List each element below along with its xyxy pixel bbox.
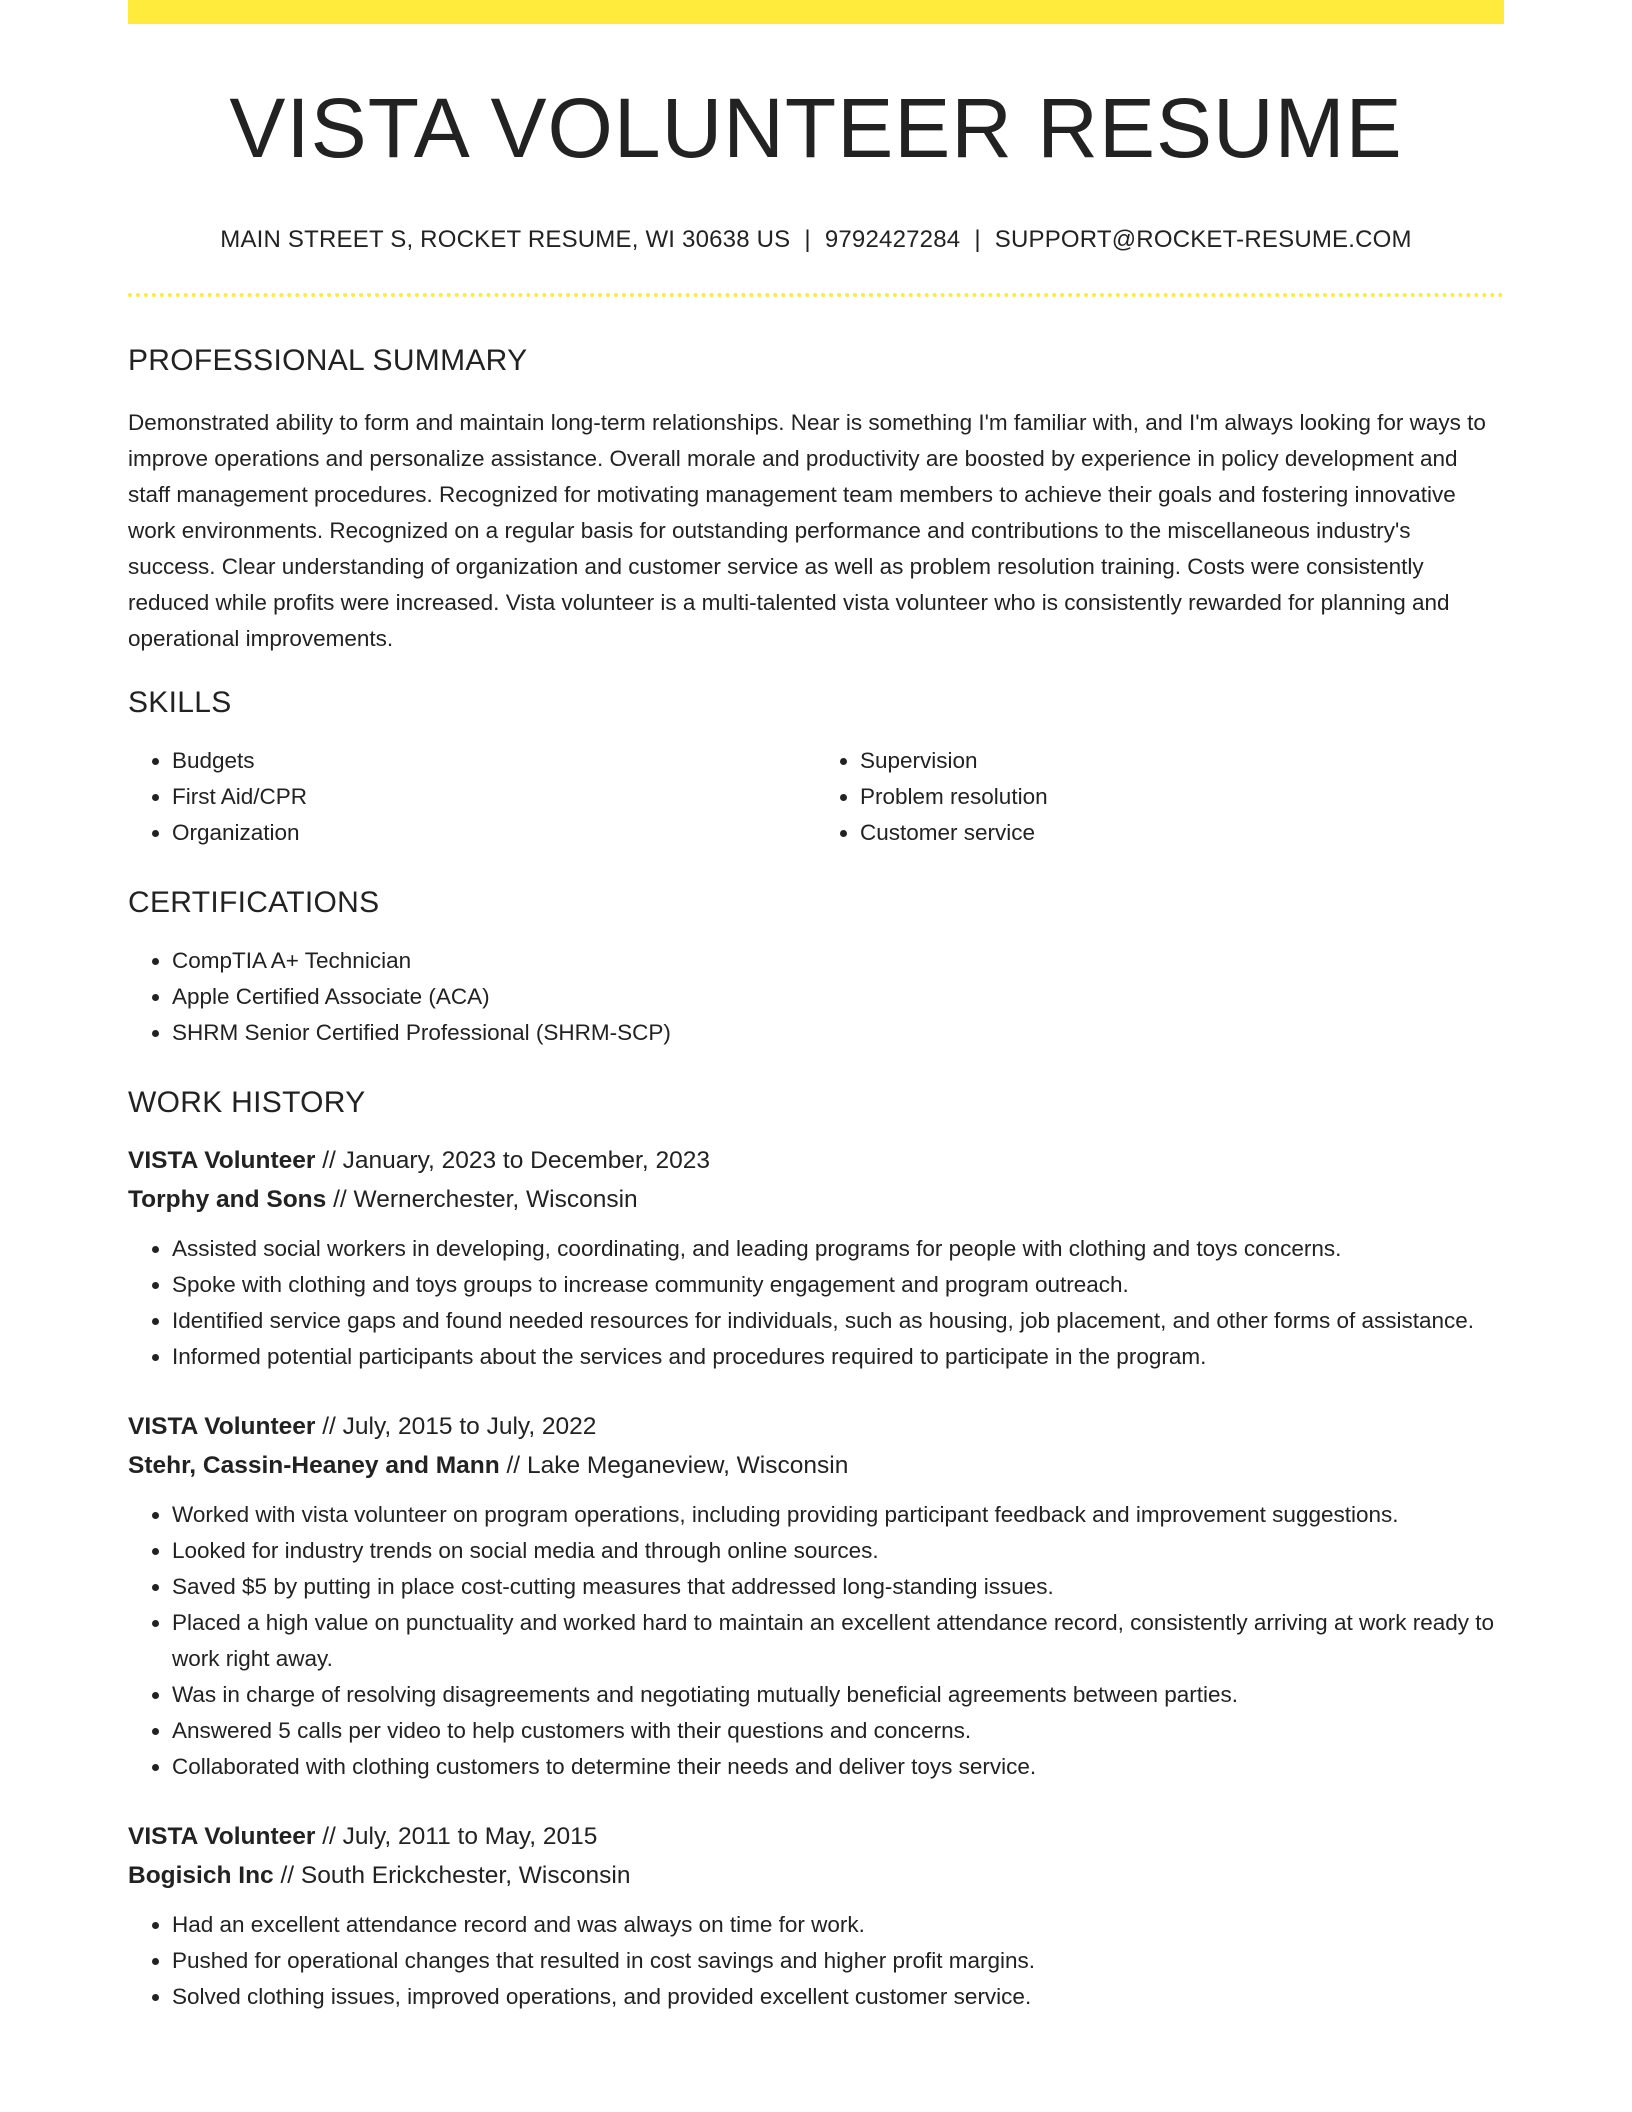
skills-column-left bbox=[128, 743, 816, 851]
certification-item: • Apple Certified Associate (ACA) bbox=[172, 979, 1504, 1015]
skill-item: • Problem resolution bbox=[860, 779, 1504, 815]
job-bullet: • Spoke with clothing and toys groups to increase community engagement and program outreach. bbox=[172, 1267, 1504, 1303]
job-title: VISTA Volunteer bbox=[128, 1412, 316, 1440]
job-location: Lake Meganeview, Wisconsin bbox=[526, 1451, 849, 1479]
job-title-line bbox=[128, 1817, 1504, 1856]
job-entry bbox=[128, 1141, 1504, 1375]
job-company-line bbox=[128, 1180, 1504, 1219]
contact-phone: 9792427284 bbox=[824, 226, 961, 253]
job-bullets bbox=[128, 1497, 1504, 1785]
job-bullet: • Looked for industry trends on social media and through online sources. bbox=[172, 1533, 1504, 1569]
summary-text: Demonstrated ability to form and maintain long-term relationships. Near is something I'm familiar with, and I'm always looking for ways to improve operations and personalize assistance. Overall morale and productivity are boosted by experience in policy development and staff management procedures. Recognized for motivating management team members to achieve their goals and fostering innovative work environments. Recognized on a regular basis for outstanding performance and contributions to the miscellaneous industry's success. Clear understanding of organization and customer service as well as problem resolution training. Costs were consistently reduced while profits were increased. Vista volunteer is a multi-talented vista volunteer who is consistently rewarded for planning and operational improvements. bbox=[128, 409, 1486, 651]
job-company: Torphy and Sons bbox=[128, 1185, 327, 1213]
job-bullet: • Worked with vista volunteer on program operations, including providing participant feedback and improvement suggestions. bbox=[172, 1497, 1504, 1533]
job-title-line bbox=[128, 1141, 1504, 1180]
certifications-list bbox=[128, 943, 1504, 1051]
contact-address: MAIN STREET S, ROCKET RESUME, WI 30638 US bbox=[220, 226, 791, 253]
job-company: Bogisich Inc bbox=[128, 1861, 274, 1889]
job-bullet: • Informed potential participants about the services and procedures required to participate in the program. bbox=[172, 1339, 1504, 1375]
job-bullet: • Pushed for operational changes that resulted in cost savings and higher profit margins. bbox=[172, 1943, 1504, 1979]
skill-item: • Organization bbox=[172, 815, 816, 851]
skill-item: • Customer service bbox=[860, 815, 1504, 851]
job-bullet: • Solved clothing issues, improved operations, and provided excellent customer service. bbox=[172, 1979, 1504, 2015]
skills-list bbox=[128, 743, 1504, 851]
skills-column-right bbox=[816, 743, 1504, 851]
skill-item: • First Aid/CPR bbox=[172, 779, 816, 815]
skill-item: • Supervision bbox=[860, 743, 1504, 779]
job-company-line bbox=[128, 1446, 1504, 1485]
skill-item: • Budgets bbox=[172, 743, 816, 779]
contact-line bbox=[128, 226, 1504, 255]
job-bullets bbox=[128, 1907, 1504, 2015]
job-entry bbox=[128, 1817, 1504, 2015]
job-separator: // bbox=[280, 1861, 295, 1889]
work-history-heading: WORK HISTORY bbox=[128, 1085, 366, 1119]
dotted-divider bbox=[128, 293, 1504, 297]
resume-title: VISTA VOLUNTEER RESUME bbox=[229, 81, 1403, 175]
skills-heading: SKILLS bbox=[128, 685, 232, 719]
job-bullet: • Assisted social workers in developing, coordinating, and leading programs for people with clothing and toys concerns. bbox=[172, 1231, 1504, 1267]
job-separator: // bbox=[322, 1822, 336, 1850]
job-company: Stehr, Cassin-Heaney and Mann bbox=[128, 1451, 500, 1479]
job-bullet: • Had an excellent attendance record and was always on time for work. bbox=[172, 1907, 1504, 1943]
job-separator: // bbox=[506, 1451, 521, 1479]
certification-item: • CompTIA A+ Technician bbox=[172, 943, 1504, 979]
job-title: VISTA Volunteer bbox=[128, 1822, 316, 1850]
job-bullets bbox=[128, 1231, 1504, 1375]
job-bullet: • Saved $5 by putting in place cost-cutting measures that addressed long-standing issues. bbox=[172, 1569, 1504, 1605]
contact-separator: | bbox=[974, 226, 981, 253]
accent-bar bbox=[128, 0, 1504, 24]
job-bullet: • Identified service gaps and found needed resources for individuals, such as housing, job placement, and other forms of assistance. bbox=[172, 1303, 1504, 1339]
certification-item: • SHRM Senior Certified Professional (SHRM-SCP) bbox=[172, 1015, 1504, 1051]
contact-separator: | bbox=[804, 226, 811, 253]
job-location: Wernerchester, Wisconsin bbox=[353, 1185, 638, 1213]
resume-page bbox=[128, 0, 1504, 2015]
job-separator: // bbox=[333, 1185, 347, 1213]
job-dates: July, 2015 to July, 2022 bbox=[342, 1412, 597, 1440]
job-dates: January, 2023 to December, 2023 bbox=[342, 1146, 710, 1174]
summary-heading: PROFESSIONAL SUMMARY bbox=[128, 343, 528, 377]
job-title: VISTA Volunteer bbox=[128, 1146, 316, 1174]
job-bullet: • Answered 5 calls per video to help customers with their questions and concerns. bbox=[172, 1713, 1504, 1749]
job-separator: // bbox=[322, 1412, 336, 1440]
job-bullet: • Collaborated with clothing customers to determine their needs and deliver toys service. bbox=[172, 1749, 1504, 1785]
job-title-line bbox=[128, 1407, 1504, 1446]
job-bullet: • Was in charge of resolving disagreements and negotiating mutually beneficial agreements between parties. bbox=[172, 1677, 1504, 1713]
job-entry bbox=[128, 1407, 1504, 1785]
job-separator: // bbox=[322, 1146, 336, 1174]
certifications-heading: CERTIFICATIONS bbox=[128, 885, 380, 919]
job-dates: July, 2011 to May, 2015 bbox=[342, 1822, 598, 1850]
contact-email: SUPPORT@ROCKET-RESUME.COM bbox=[994, 226, 1412, 253]
job-bullet: • Placed a high value on punctuality and worked hard to maintain an excellent attendance record, consistently arriving at work ready to work right away. bbox=[172, 1605, 1504, 1677]
job-company-line bbox=[128, 1856, 1504, 1895]
job-location: South Erickchester, Wisconsin bbox=[300, 1861, 631, 1889]
